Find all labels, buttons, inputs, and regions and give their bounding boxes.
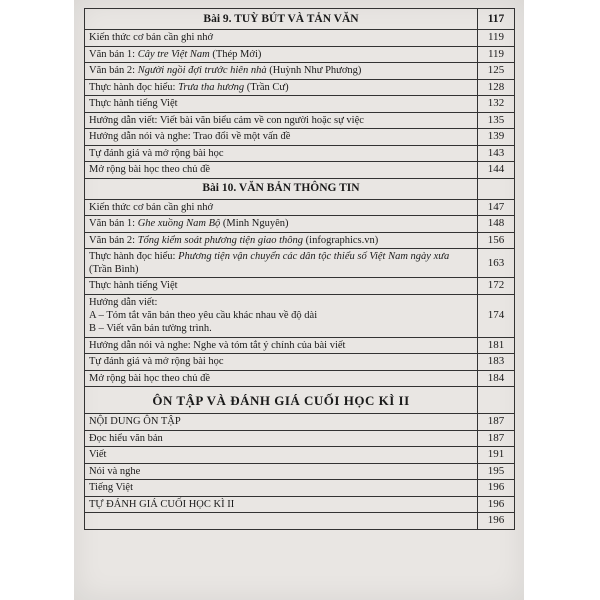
toc-entry-title: Tự đánh giá và mở rộng bài học [85, 354, 478, 371]
toc-row [85, 79, 515, 96]
toc-entry-italic: Trưa tha hương [178, 81, 245, 93]
toc-page-number: 196 [478, 496, 515, 513]
toc-row [85, 216, 515, 233]
toc-row [85, 46, 515, 63]
toc-entry-prefix: Văn bản 1: [89, 218, 138, 230]
toc-entry-title [85, 63, 478, 80]
toc-page-number: 195 [478, 463, 515, 480]
toc-row [85, 96, 515, 113]
toc-page-number: 181 [478, 337, 515, 354]
toc-entry-suffix: (Trần Cư) [244, 81, 289, 93]
toc-page-number: 139 [478, 129, 515, 146]
toc-entry-title [85, 79, 478, 96]
toc-entry-prefix: Thực hành đọc hiểu: [89, 251, 179, 262]
section-page-number [478, 178, 515, 199]
toc-entry-title: Hướng dẫn viết: Viết bài văn biểu cảm về con người hoặc sự việc [85, 112, 478, 129]
toc-entry-italic: Người ngồi đợi trước hiên nhà [137, 65, 267, 77]
toc-entry-prefix: Thực hành đọc hiểu: [89, 81, 179, 93]
toc-entry-italic: Ghe xuồng Nam Bộ [137, 218, 221, 230]
toc-entry-title: Hướng dẫn nói và nghe: Trao đổi về một vấn đề [85, 129, 478, 146]
toc-entry-prefix: Văn bản 1: [89, 48, 138, 60]
toc-page-number: 132 [478, 96, 515, 113]
toc-row [85, 162, 515, 179]
toc-entry-title: Hướng dẫn nói và nghe: Nghe và tóm tắt ý chính của bài viết [85, 337, 478, 354]
toc-entry-prefix: Văn bản 2: [89, 234, 138, 246]
toc-entry-prefix: Văn bản 2: [89, 65, 138, 77]
toc-row [85, 249, 515, 278]
section-page-number [478, 387, 515, 414]
toc-row [85, 294, 515, 337]
toc-page-number: 144 [478, 162, 515, 179]
toc-entry-line: B – Viết văn bản tường trình. [89, 323, 212, 334]
toc-page-number: 147 [478, 199, 515, 216]
toc-entry-title: Nói và nghe [85, 463, 478, 480]
section-title: Bài 9. TUỲ BÚT VÀ TẢN VĂN [85, 9, 478, 30]
toc-entry-title: Kiến thức cơ bản cần ghi nhớ [85, 199, 478, 216]
toc-page-number: 156 [478, 232, 515, 249]
toc-entry-title: Tiếng Việt [85, 480, 478, 497]
toc-row [85, 414, 515, 431]
toc-entry-suffix: (Minh Nguyên) [220, 218, 289, 230]
toc-page-number: 187 [478, 414, 515, 431]
toc-row [85, 480, 515, 497]
toc-page-number: 125 [478, 63, 515, 80]
toc-page-number: 184 [478, 370, 515, 387]
toc-entry-suffix: (Trần Bình) [89, 264, 139, 275]
section-header [85, 9, 515, 30]
toc-row [85, 145, 515, 162]
toc-row [85, 30, 515, 47]
section-title: ÔN TẬP VÀ ĐÁNH GIÁ CUỐI HỌC KÌ II [85, 387, 478, 414]
toc-entry-title: Mở rộng bài học theo chủ đề [85, 162, 478, 179]
toc-entry-title: Thực hành tiếng Việt [85, 278, 478, 295]
toc-row [85, 463, 515, 480]
toc-entry-suffix: (Huỳnh Như Phương) [266, 65, 362, 77]
toc-page-number: 183 [478, 354, 515, 371]
toc-row [85, 63, 515, 80]
toc-entry-title [85, 249, 478, 278]
section-title: Bài 10. VĂN BẢN THÔNG TIN [85, 178, 478, 199]
section-header [85, 178, 515, 199]
toc-entry-title [85, 46, 478, 63]
toc-row [85, 129, 515, 146]
section-page-number: 117 [478, 9, 515, 30]
toc-entry-title: Viết [85, 447, 478, 464]
toc-entry-italic: Phương tiện vận chuyển các dân tộc thiểu số Việt Nam ngày xưa [178, 251, 450, 262]
toc-page-number: 128 [478, 79, 515, 96]
toc-entry-title [85, 294, 478, 337]
toc-row [85, 430, 515, 447]
toc-entry-title: Đọc hiểu văn bản [85, 430, 478, 447]
toc-entry-suffix: (infographics.vn) [303, 234, 379, 246]
toc-entry-title: Thực hành tiếng Việt [85, 96, 478, 113]
toc-row [85, 513, 515, 530]
toc-row [85, 370, 515, 387]
toc-row [85, 112, 515, 129]
toc-row [85, 496, 515, 513]
section-header [85, 387, 515, 414]
toc-row [85, 232, 515, 249]
toc-page-number: 148 [478, 216, 515, 233]
toc-entry-title: TỰ ĐÁNH GIÁ CUỐI HỌC KÌ II [85, 496, 478, 513]
toc-entry-title [85, 513, 478, 530]
toc-page-number: 196 [478, 480, 515, 497]
toc-entry-line: A – Tóm tắt văn bản theo yêu cầu khác nhau về độ dài [89, 310, 318, 321]
toc-row [85, 337, 515, 354]
toc-entry-title [85, 232, 478, 249]
toc-row [85, 278, 515, 295]
table-of-contents [84, 8, 515, 530]
toc-row [85, 354, 515, 371]
toc-entry-title [85, 216, 478, 233]
toc-page-number: 172 [478, 278, 515, 295]
toc-row [85, 199, 515, 216]
toc-page-number: 119 [478, 46, 515, 63]
toc-entry-line: Hướng dẫn viết: [89, 297, 158, 308]
toc-row [85, 447, 515, 464]
toc-entry-title: NỘI DUNG ÔN TẬP [85, 414, 478, 431]
toc-page-number: 191 [478, 447, 515, 464]
toc-page-number: 119 [478, 30, 515, 47]
toc-entry-italic: Cây tre Việt Nam [137, 48, 210, 60]
toc-page-number: 187 [478, 430, 515, 447]
toc-entry-title: Kiến thức cơ bản cần ghi nhớ [85, 30, 478, 47]
toc-page-number: 163 [478, 249, 515, 278]
toc-page-number: 196 [478, 513, 515, 530]
toc-entry-italic: Tổng kiểm soát phương tiện giao thông [137, 234, 304, 246]
toc-entry-title: Mở rộng bài học theo chủ đề [85, 370, 478, 387]
toc-entry-suffix: (Thép Mới) [209, 48, 262, 60]
toc-page-number: 135 [478, 112, 515, 129]
toc-entry-title: Tự đánh giá và mở rộng bài học [85, 145, 478, 162]
toc-page-number: 143 [478, 145, 515, 162]
toc-page-number: 174 [478, 294, 515, 337]
